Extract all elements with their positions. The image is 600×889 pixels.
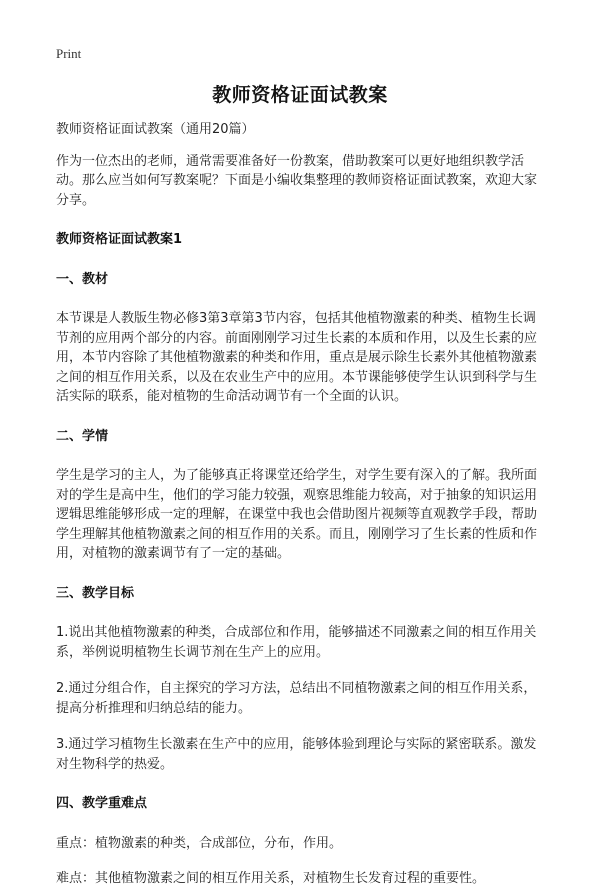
difficult-point: 难点：其他植物激素之间的相互作用关系，对植物生长发育过程的重要性。 [56,871,486,886]
section-heading-students: 二、学情 [56,428,109,444]
section-heading-key-points: 四、教学重难点 [56,796,148,811]
objective-item: 3.通过学习植物生长激素在生产中的应用，能够体验到理论与实际的紧密联系。激发对生物科学的热爱。 [56,737,537,772]
document-body [56,120,548,889]
intro-paragraph: 作为一位杰出的老师，通常需要准备好一份教案，借助教案可以更好地组织教学活动。那么应当如何写教案呢？下面是小编收集整理的教师资格证面试教案，欢迎大家分享。 [56,153,538,208]
section-body-students: 学生是学习的主人，为了能够真正将课堂还给学生，对学生要有深入的了解。我所面对的学生是高中生，他们的学习能力较强，观察思维能力较高，对于抽象的知识运用逻辑思维能够形成一定的理解，在课堂中我也会借助图片视频等直观教学手段，帮助学生理解其他植物激素之间的相互作用的关系。而且，刚刚学习了生长素的性质和作用，对植物的激素调节有了一定的基础。 [56,468,538,561]
document-subtitle: 教师资格证面试教案（通用20篇） [56,122,255,137]
section-body-textbook: 本节课是人教版生物必修3第3章第3节内容，包括其他植物激素的种类、植物生长调节剂的应用两个部分的内容。前面刚刚学习过生长素的本质和作用，以及生长素的应用，本节内容除了其他植物激素的种类和作用，重点是展示除生长素外其他植物激素之间的相互作用关系，以及在农业生产中的应用。本节课能够使学生认识到科学与生活实际的联系，能对植物的生命活动调节有一个全面的认识。 [56,311,538,404]
section-heading-textbook: 一、教材 [56,271,109,287]
objective-item: 2.通过分组合作，自主探究的学习方法，总结出不同植物激素之间的相互作用关系，提高分析推理和归纳总结的能力。 [56,681,537,716]
objective-item: 1.说出其他植物激素的种类，合成部位和作用，能够描述不同激素之间的相互作用关系，举例说明植物生长调节剂在生产上的应用。 [56,625,537,660]
print-link[interactable]: Print [56,46,82,61]
section-heading-objectives: 三、教学目标 [56,585,135,601]
key-point: 重点：植物激素的种类，合成部位，分布，作用。 [56,835,343,851]
plan-heading: 教师资格证面试教案1 [56,232,183,247]
page-title: 教师资格证面试教案 [212,84,388,106]
